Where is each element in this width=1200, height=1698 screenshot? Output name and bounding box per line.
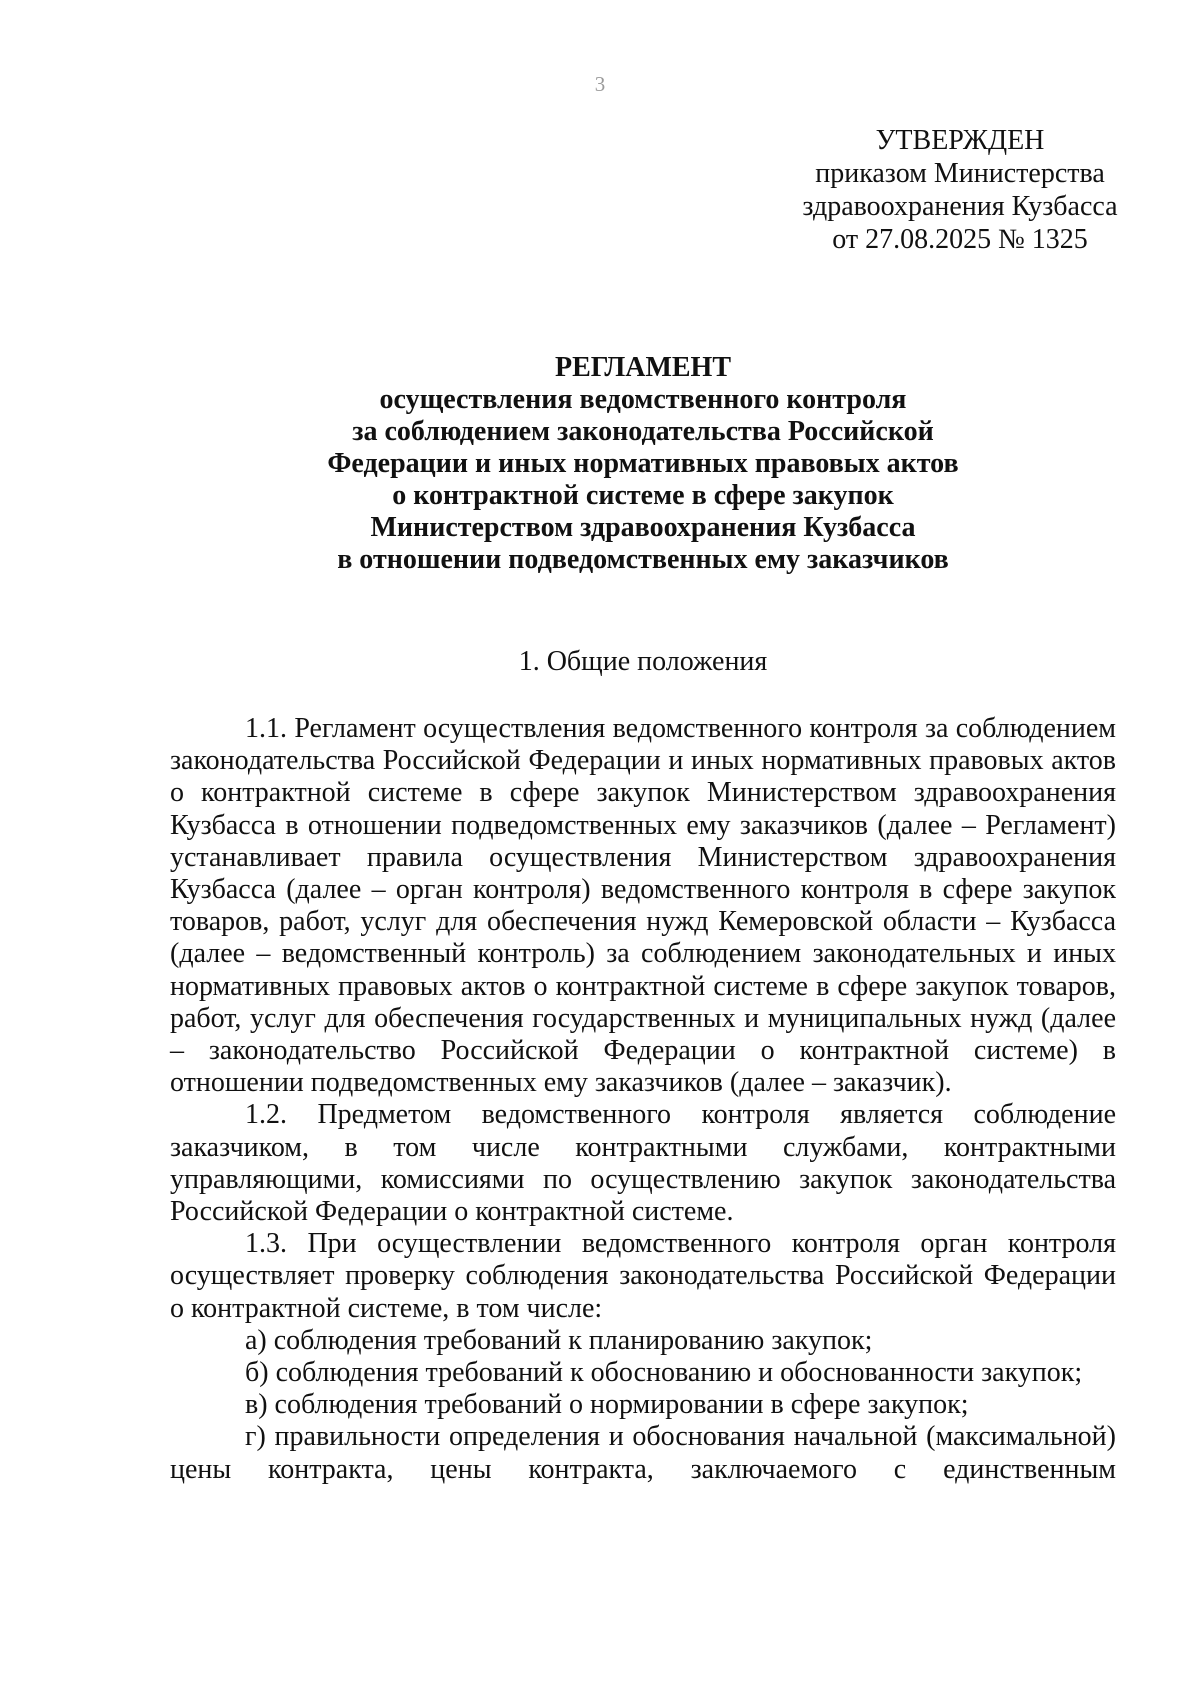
paragraph-1-3: 1.3. При осуществлении ведомственного контроля орган контроля осуществляет проверку соблюдения законодательства Российской Федерации о контрактной системе, в том числе: xyxy=(170,1228,1116,1324)
approval-order-line: приказом Министерства xyxy=(815,158,1105,189)
paragraph-1-2: 1.2. Предметом ведомственного контроля является соблюдение заказчиком, в том числе контрактными службами, контрактными управляющими, комиссиями по осуществлению закупок законодательства Российской Федерации о контрактной системе. xyxy=(170,1099,1116,1228)
section-heading: 1. Общие положения xyxy=(518,646,768,677)
list-item-v: в) соблюдения требований о нормировании в сфере закупок; xyxy=(245,1389,969,1421)
section-body xyxy=(170,713,1116,1486)
approval-ministry-line: здравоохранения Кузбасса xyxy=(802,191,1118,222)
title-line: Федерации и иных нормативных правовых актов xyxy=(327,448,959,479)
title-line: Министерством здравоохранения Кузбасса xyxy=(370,512,916,543)
list-item-b: б) соблюдения требований к обоснованию и обоснованности закупок; xyxy=(245,1357,1083,1389)
title-line: за соблюдением законодательства Российской xyxy=(352,416,934,447)
title-line: о контрактной системе в сфере закупок xyxy=(392,480,894,511)
page-number: 3 xyxy=(594,72,606,96)
approval-date-number: от 27.08.2025 № 1325 xyxy=(832,224,1088,255)
title-line: осуществления ведомственного контроля xyxy=(379,384,907,415)
document-title xyxy=(170,352,1116,576)
list-item-a: а) соблюдения требований к планированию закупок; xyxy=(245,1324,873,1356)
approval-stamp xyxy=(760,124,1160,256)
list-item-g: г) правильности определения и обоснования начальной (максимальной) цены контракта, цены контракта, заключаемого с единственным xyxy=(170,1421,1116,1485)
title-line: в отношении подведомственных ему заказчиков xyxy=(337,544,949,575)
title-line: РЕГЛАМЕНТ xyxy=(554,352,731,383)
paragraph-1-1: 1.1. Регламент осуществления ведомственного контроля за соблюдением законодательства Российской Федерации и иных нормативных правовых актов о контрактной системе в сфере закупок Министерством здравоохранения Кузбасса в отношении подведомственных ему заказчиков (далее – Регламент) устанавливает правила осуществления Министерством здравоохранения Кузбасса (далее – орган контроля) ведомственного контроля в сфере закупок товаров, работ, услуг для обеспечения нужд Кемеровской области – Кузбасса (далее – ведомственный контроль) за соблюдением законодательных и иных нормативных правовых актов о контрактной системе в сфере закупок товаров, работ, услуг для обеспечения государственных и муниципальных нужд (далее – законодательство Российской Федерации о контрактной системе) в отношении подведомственных ему заказчиков (далее – заказчик). xyxy=(170,713,1116,1099)
approval-title: УТВЕРЖДЕН xyxy=(875,125,1045,156)
